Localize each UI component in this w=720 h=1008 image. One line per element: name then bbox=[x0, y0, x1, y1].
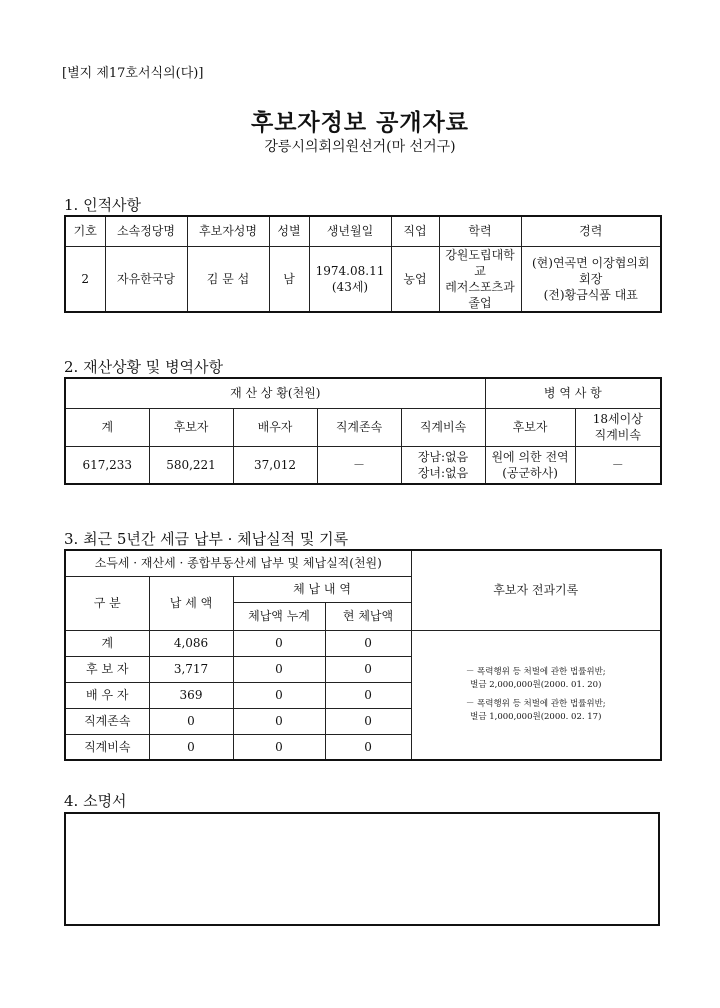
tax-row-current: 0 bbox=[325, 682, 411, 708]
tax-row-cumulative: 0 bbox=[233, 682, 325, 708]
explanation-box bbox=[64, 812, 660, 926]
header-candidate: 후보자 bbox=[149, 408, 233, 446]
header-party: 소속정당명 bbox=[105, 216, 187, 246]
record-line: 벌금 1,000,000원(2000. 02. 17) bbox=[470, 711, 602, 722]
candidate-job: 농업 bbox=[391, 246, 439, 312]
section2-heading: 2. 재산상황 및 병역사항 bbox=[64, 358, 224, 376]
property-military-table bbox=[64, 377, 662, 485]
property-ascendant: － bbox=[317, 446, 401, 484]
military-line: 원에 의한 전역 bbox=[491, 449, 569, 464]
record-line: － 폭력행위 등 처벌에 관한 법률위반; bbox=[465, 667, 606, 678]
tax-row-label: 계 bbox=[65, 630, 149, 656]
header-arrears: 체 납 내 역 bbox=[233, 576, 411, 602]
header-military-candidate: 후보자 bbox=[485, 408, 575, 446]
candidate-birth bbox=[309, 246, 391, 312]
tax-row-cumulative: 0 bbox=[233, 656, 325, 682]
edu-line: 강원도립대학교 bbox=[445, 247, 515, 278]
property-spouse: 37,012 bbox=[233, 446, 317, 484]
section4-heading: 4. 소명서 bbox=[64, 792, 127, 810]
tax-row-current: 0 bbox=[325, 734, 411, 760]
tax-row-paid: 369 bbox=[149, 682, 233, 708]
header-number: 기호 bbox=[65, 216, 105, 246]
tax-row-current: 0 bbox=[325, 630, 411, 656]
military-candidate bbox=[485, 446, 575, 484]
form-number: [별지 제17호서식의(다)] bbox=[62, 66, 204, 81]
descendant-line: 장남:없음 bbox=[417, 449, 469, 464]
candidate-party: 자유한국당 bbox=[105, 246, 187, 312]
header-line: 직계비속 bbox=[594, 428, 641, 442]
header-gubun: 구 분 bbox=[65, 576, 149, 630]
tax-row-paid: 4,086 bbox=[149, 630, 233, 656]
property-total: 617,233 bbox=[65, 446, 149, 484]
header-job: 직업 bbox=[391, 216, 439, 246]
candidate-education bbox=[439, 246, 521, 312]
property-candidate: 580,221 bbox=[149, 446, 233, 484]
candidate-name: 김 문 섭 bbox=[187, 246, 269, 312]
page-title: 후보자정보 공개자료 bbox=[251, 109, 469, 136]
tax-row-label: 배 우 자 bbox=[65, 682, 149, 708]
career-line: 회장 bbox=[579, 271, 603, 286]
military-adult-descendant: － bbox=[575, 446, 661, 484]
header-cumulative: 체납액 누계 bbox=[233, 602, 325, 630]
tax-row-current: 0 bbox=[325, 708, 411, 734]
header-birth: 생년월일 bbox=[309, 216, 391, 246]
header-name: 후보자성명 bbox=[187, 216, 269, 246]
edu-line: 레저스포츠과 bbox=[445, 279, 515, 294]
record-line: － 폭력행위 등 처벌에 관한 법률위반; bbox=[465, 698, 606, 709]
header-career: 경력 bbox=[521, 216, 661, 246]
edu-line: 졸업 bbox=[468, 296, 492, 311]
candidate-number: 2 bbox=[65, 246, 105, 312]
criminal-title: 후보자 전과기록 bbox=[411, 550, 661, 630]
tax-row-cumulative: 0 bbox=[233, 734, 325, 760]
header-education: 학력 bbox=[439, 216, 521, 246]
record-line: 벌금 2,000,000원(2000. 01. 20) bbox=[470, 680, 602, 690]
birth-date: 1974.08.11 bbox=[315, 263, 385, 278]
tax-row-cumulative: 0 bbox=[233, 630, 325, 656]
tax-row-cumulative: 0 bbox=[233, 708, 325, 734]
header-spouse: 배우자 bbox=[233, 408, 317, 446]
header-total: 계 bbox=[65, 408, 149, 446]
candidate-gender: 남 bbox=[269, 246, 309, 312]
page-subtitle: 강릉시의회의원선거(마 선거구) bbox=[264, 139, 456, 155]
descendant-line: 장녀:없음 bbox=[417, 465, 469, 480]
header-gender: 성별 bbox=[269, 216, 309, 246]
header-adult-descendant bbox=[575, 408, 661, 446]
tax-row-paid: 3,717 bbox=[149, 656, 233, 682]
property-title: 재 산 상 황(천원) bbox=[65, 378, 485, 408]
career-line: (현)연곡면 이장협의회 bbox=[531, 255, 650, 270]
candidate-career bbox=[521, 246, 661, 312]
section1-heading: 1. 인적사항 bbox=[64, 196, 142, 214]
section3-heading: 3. 최근 5년간 세금 납부 · 체납실적 및 기록 bbox=[64, 530, 349, 548]
header-descendant: 직계비속 bbox=[401, 408, 485, 446]
header-current: 현 체납액 bbox=[325, 602, 411, 630]
tax-row-current: 0 bbox=[325, 656, 411, 682]
tax-row-paid: 0 bbox=[149, 708, 233, 734]
age: (43세) bbox=[331, 279, 369, 294]
header-line: 18세이상 bbox=[592, 411, 643, 426]
personal-info-table bbox=[64, 215, 662, 313]
tax-row-paid: 0 bbox=[149, 734, 233, 760]
military-title: 병 역 사 항 bbox=[485, 378, 661, 408]
tax-row-label: 후 보 자 bbox=[65, 656, 149, 682]
property-descendant bbox=[401, 446, 485, 484]
header-ascendant: 직계존속 bbox=[317, 408, 401, 446]
tax-row-label: 직계존속 bbox=[65, 708, 149, 734]
tax-row-label: 직계비속 bbox=[65, 734, 149, 760]
header-paid: 납 세 액 bbox=[149, 576, 233, 630]
career-line: (전)황금식품 대표 bbox=[543, 287, 638, 302]
tax-table bbox=[64, 549, 662, 761]
tax-title: 소득세 · 재산세 · 종합부동산세 납부 및 체납실적(천원) bbox=[65, 550, 411, 576]
military-line: (공군하사) bbox=[502, 465, 558, 480]
criminal-records bbox=[411, 630, 661, 760]
